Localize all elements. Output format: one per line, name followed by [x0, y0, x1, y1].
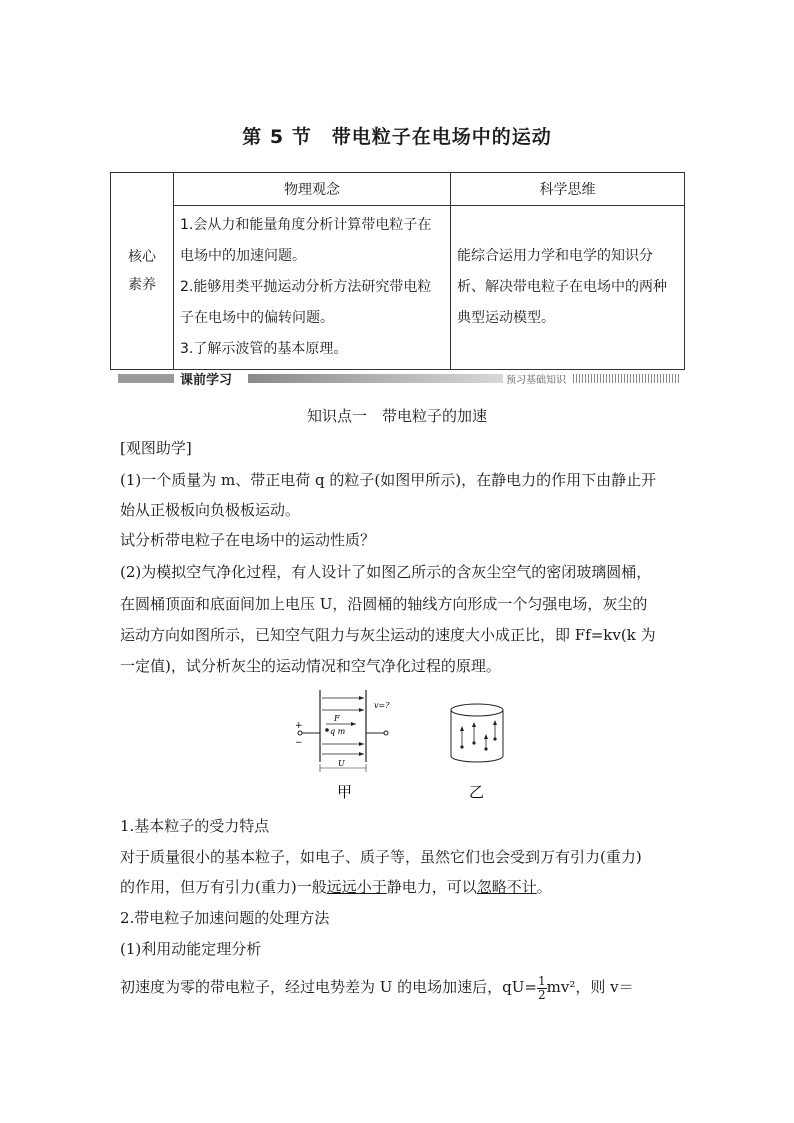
dust-particle [472, 741, 475, 744]
left-terminal [298, 731, 302, 735]
concept-item: 2.能够用类平抛运动分析方法研究带电粒子在电场中的偏转问题。 [180, 279, 432, 326]
fraction-denominator: 2 [538, 987, 546, 1002]
side-label-line1: 核心 [128, 249, 156, 265]
s1-text-c: 。 [536, 878, 552, 896]
dust-particle [484, 747, 487, 750]
force-arrowhead [351, 722, 356, 726]
banner-label: 课前学习 [180, 373, 233, 388]
concept-item: 1.会从力和能量角度分析计算带电粒子在电场中的加速问题。 [180, 217, 432, 264]
core-literacy-table [110, 172, 685, 370]
dust-particle [460, 745, 463, 748]
side-label-line2: 素养 [128, 277, 156, 293]
s1-underline-2: 忽略不计 [476, 878, 537, 896]
field-arrow [359, 742, 364, 746]
field-arrow [359, 752, 364, 756]
fraction-numerator: 1 [538, 973, 546, 988]
s1-text-a: 的作用，但万有引力(重力)一般 [120, 878, 327, 896]
scientific-thinking-cell: 能综合运用力学和电学的知识分析、解决带电粒子在电场中的两种典型运动模型。 [451, 206, 685, 370]
concept-item: 3.了解示波管的基本原理。 [180, 341, 348, 357]
dust-arrowhead [460, 726, 464, 731]
question2-line2: 在圆桶顶面和底面间加上电压 U，沿圆桶的轴线方向形成一个匀强电场，灰尘的 [120, 595, 648, 613]
banner-left-bar [118, 374, 174, 383]
section2-subheading: (1)利用动能定理分析 [120, 940, 262, 958]
field-arrow [359, 696, 364, 700]
charged-particle [325, 728, 329, 732]
dust-arrowhead [493, 720, 497, 725]
plus-sign: + [295, 721, 303, 731]
s1-underline-1: 远远小于 [326, 878, 387, 896]
core-literacy-label [111, 173, 174, 370]
dust-arrowhead [472, 722, 476, 727]
particle-label: q m [330, 727, 346, 736]
banner-gradient-bar [248, 374, 503, 383]
figure-b-cylinder [451, 704, 503, 762]
caption-figure-b: 乙 [469, 783, 485, 801]
question1-line2: 始从正极板向负极板运动。 [120, 501, 301, 519]
section1-line2 [120, 872, 680, 902]
voltage-label: U [338, 759, 345, 768]
col-header-scientific-thinking: 科学思维 [451, 173, 685, 206]
guide-label: [观图助学] [120, 439, 192, 457]
knowledge-point-heading: 知识点一 带电粒子的加速 [306, 407, 487, 425]
minus-sign: − [295, 738, 303, 748]
experiment-figure [290, 690, 520, 805]
velocity-label: v=? [374, 701, 390, 710]
s2-text-a: 初速度为零的带电粒子，经过电势差为 U 的电场加速后，qU= [120, 978, 537, 996]
s1-text-b: 静电力，可以 [386, 878, 477, 896]
question1-line1: (1)一个质量为 m、带正电荷 q 的粒子(如图甲所示)，在静电力的作用下由静止开 [120, 471, 657, 489]
section-banner [118, 371, 680, 388]
section1-heading: 1.基本粒子的受力特点 [120, 817, 270, 835]
question2-line4: 一定值)，试分析灰尘的运动情况和空气净化过程的原理。 [120, 657, 501, 675]
field-arrow [359, 708, 364, 712]
col-header-physics-concept: 物理观念 [174, 173, 451, 206]
banner-dotted-bar [573, 374, 680, 383]
dust-arrowhead [484, 734, 488, 739]
section2-heading: 2.带电粒子加速问题的处理方法 [120, 909, 330, 927]
question2-line3: 运动方向如图所示，已知空气阻力与灰尘运动的速度大小成正比，即 Ff=kv(k 为 [120, 626, 656, 644]
section1-line1: 对于质量很小的基本粒子，如电子、质子等，虽然它们也会受到万有引力(重力) [120, 848, 642, 866]
dust-particle [493, 737, 496, 740]
s2-text-b: mv²，则 v＝ [546, 978, 634, 996]
cylinder-bottom [451, 756, 503, 762]
page-title: 第 5 节 带电粒子在电场中的运动 [242, 126, 552, 148]
cylinder-top [451, 704, 503, 716]
question1-line3: 试分析带电粒子在电场中的运动性质？ [120, 531, 376, 549]
question2-line1: (2)为模拟空气净化过程，有人设计了如图乙所示的含灰尘空气的密闭玻璃圆桶， [120, 563, 652, 581]
section2-equation-line [120, 972, 680, 1002]
caption-figure-a: 甲 [337, 783, 353, 801]
banner-sublabel: 预习基础知识 [506, 375, 566, 386]
fraction-one-half [537, 975, 547, 1002]
figure-a-parallel-plates [295, 690, 390, 772]
right-terminal [384, 731, 388, 735]
physics-concept-cell [174, 206, 451, 370]
force-label: F [334, 714, 340, 723]
